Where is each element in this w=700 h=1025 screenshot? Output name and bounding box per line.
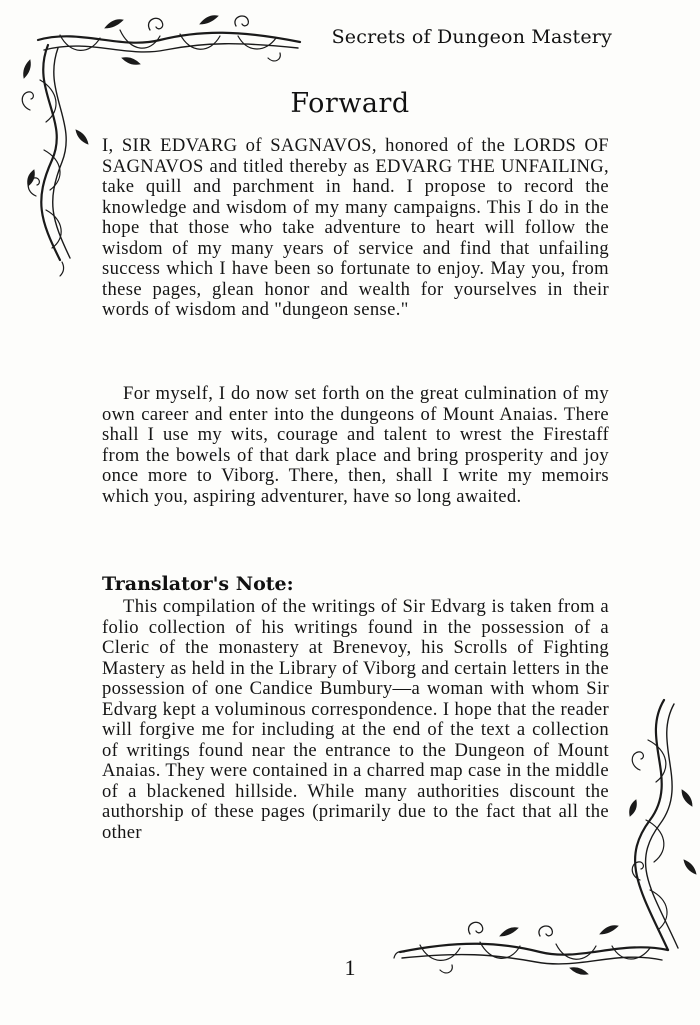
- running-head: Secrets of Dungeon Mastery: [331, 26, 612, 48]
- body-paragraph-1: I, SIR EDVARG of SAGNAVOS, honored of the LORDS OF SAGNAVOS and titled thereby as EDVARG THE UNFAILING, take quill and parchment in hand. I propose to record the knowledge and wisdom of my many campaigns. This I do in the hope that those who take adventure to heart will follow the wisdom of my many years of service and find that unfailing success which I have been so fortunate to enjoy. May you, from these pages, glean honor and wealth for yourselves in their words of wisdom and "dungeon sense.": [102, 135, 609, 320]
- section-heading-translators-note: Translator's Note:: [102, 573, 294, 595]
- body-paragraph-2: For myself, I do now set forth on the great culmination of my own career and enter into the dungeons of Mount Anaias. There shall I use my wits, courage and talent to wrest the Firestaff from the bowels of that dark place and bring prosperity and joy once more to Viborg. There, then, shall I write my memoirs which you, aspiring adventurer, have so long awaited.: [102, 383, 609, 507]
- chapter-title: Forward: [290, 88, 410, 119]
- page-number: 1: [344, 955, 356, 980]
- translators-note-paragraph: This compilation of the writings of Sir Edvarg is taken from a folio collection of his writings found in the possession of a Cleric of the monastery at Brenevoy, his Scrolls of Fighting Mastery as held in the Library of Viborg and certain letters in the possession of one Candice Bumbury—a woman with whom Sir Edvarg kept a voluminous correspondence. I hope that the reader will forgive me for including at the end of the text a collection of writings found near the entrance to the Dungeon of Mount Anaias. They were contained in a charred map case in the middle of a blackened hillside. While many authorities discount the authorship of these pages (primarily due to the fact that all the other: [102, 596, 610, 843]
